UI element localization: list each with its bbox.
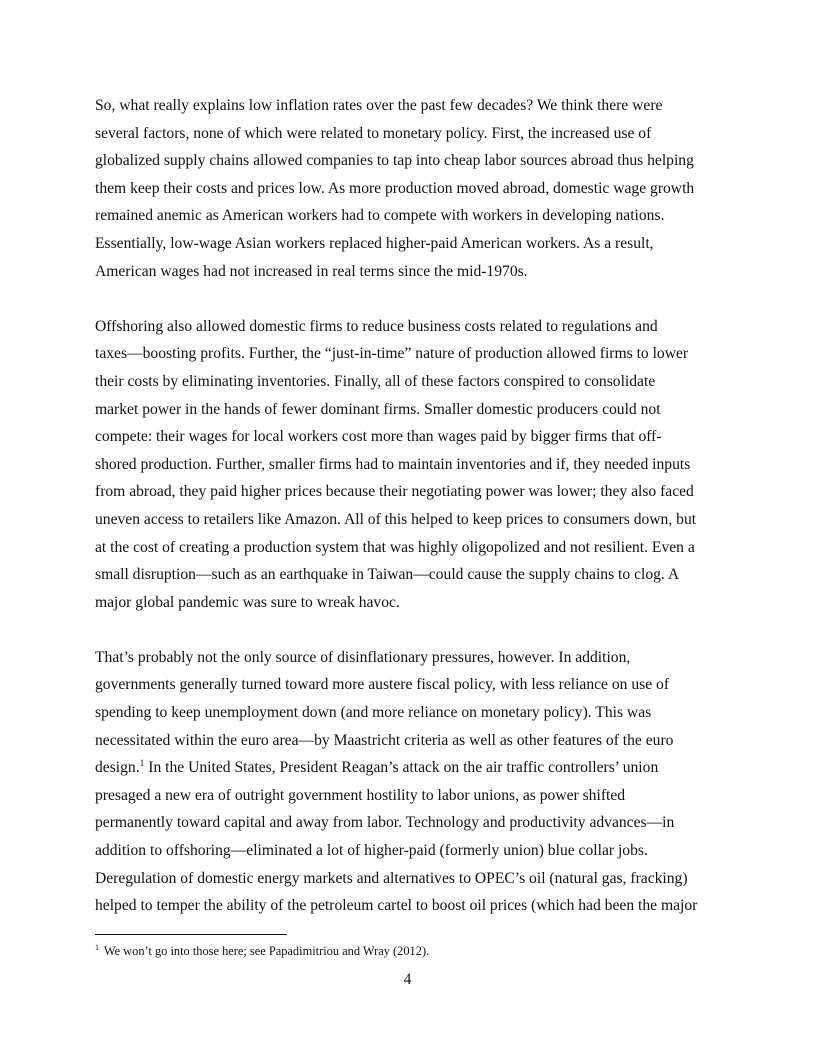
text-line: their costs by eliminating inventories. Finally, all of these factors conspired to consolidate [95, 372, 656, 390]
footnote [95, 943, 720, 959]
text-line: Deregulation of domestic energy markets and alternatives to OPEC’s oil (natural gas, fracking) [95, 869, 688, 887]
text-fragment: In the United States, President Reagan’s attack on the air traffic controllers’ union [144, 759, 659, 777]
text-line: at the cost of creating a production system that was highly oligopolized and not resilient. Even a [95, 538, 695, 556]
footnote-marker: 1 [95, 942, 99, 952]
text-line: several factors, none of which were related to monetary policy. First, the increased use of [95, 124, 652, 142]
text-line-with-footnote [95, 754, 720, 782]
text-line: major global pandemic was sure to wreak havoc. [95, 593, 400, 611]
text-line: Essentially, low-wage Asian workers replaced higher-paid American workers. As a result, [95, 234, 654, 252]
text-line: remained anemic as American workers had to compete with workers in developing nations. [95, 207, 665, 225]
text-line: market power in the hands of fewer dominant firms. Smaller domestic producers could not [95, 400, 661, 418]
text-line: addition to offshoring—eliminated a lot of higher-paid (formerly union) blue collar jobs. [95, 842, 648, 860]
text-line: That’s probably not the only source of disinflationary pressures, however. In addition, [95, 648, 631, 666]
text-line: compete: their wages for local workers cost more than wages paid by bigger firms that off- [95, 428, 662, 446]
text-line: permanently toward capital and away from labor. Technology and productivity advances—in [95, 814, 675, 832]
text-line: spending to keep unemployment down (and more reliance on monetary policy). This was [95, 704, 652, 722]
text-line: taxes—boosting profits. Further, the “just-in-time” nature of production allowed firms to lower [95, 345, 689, 363]
footnote-text: We won’t go into those here; see Papadimitriou and Wray (2012). [101, 944, 430, 958]
text-line: Offshoring also allowed domestic firms to reduce business costs related to regulations and [95, 317, 658, 335]
footnote-divider [95, 934, 287, 935]
paragraph-2 [95, 313, 720, 617]
text-line: from abroad, they paid higher prices because their negotiating power was lower; they also faced [95, 483, 694, 501]
page-number: 4 [403, 971, 412, 988]
text-line: necessitated within the euro area—by Maastricht criteria as well as other features of the euro [95, 731, 674, 749]
body-text [95, 92, 720, 947]
text-line: shored production. Further, smaller firms had to maintain inventories and if, they needed inputs [95, 455, 691, 473]
text-line: presaged a new era of outright government hostility to labor unions, as power shifted [95, 786, 626, 804]
text-line: governments generally turned toward more austere fiscal policy, with less reliance on use of [95, 676, 670, 694]
footnote-reference[interactable]: 1 [139, 759, 145, 770]
text-line: small disruption—such as an earthquake in Taiwan—could cause the supply chains to clog. A [95, 566, 680, 584]
text-line: So, what really explains low inflation rates over the past few decades? We think there were [95, 97, 663, 114]
text-line: helped to temper the ability of the petroleum cartel to boost oil prices (which had been the major [95, 897, 698, 915]
paragraph-1 [95, 92, 720, 285]
text-line: American wages had not increased in real terms since the mid-1970s. [95, 262, 528, 280]
paragraph-3 [95, 644, 720, 920]
text-fragment: design. [95, 759, 140, 777]
text-line: uneven access to retailers like Amazon. All of this helped to keep prices to consumers down, but [95, 510, 697, 528]
text-line: globalized supply chains allowed companies to tap into cheap labor sources abroad thus helping [95, 152, 694, 170]
text-line: them keep their costs and prices low. As more production moved abroad, domestic wage growth [95, 179, 695, 197]
